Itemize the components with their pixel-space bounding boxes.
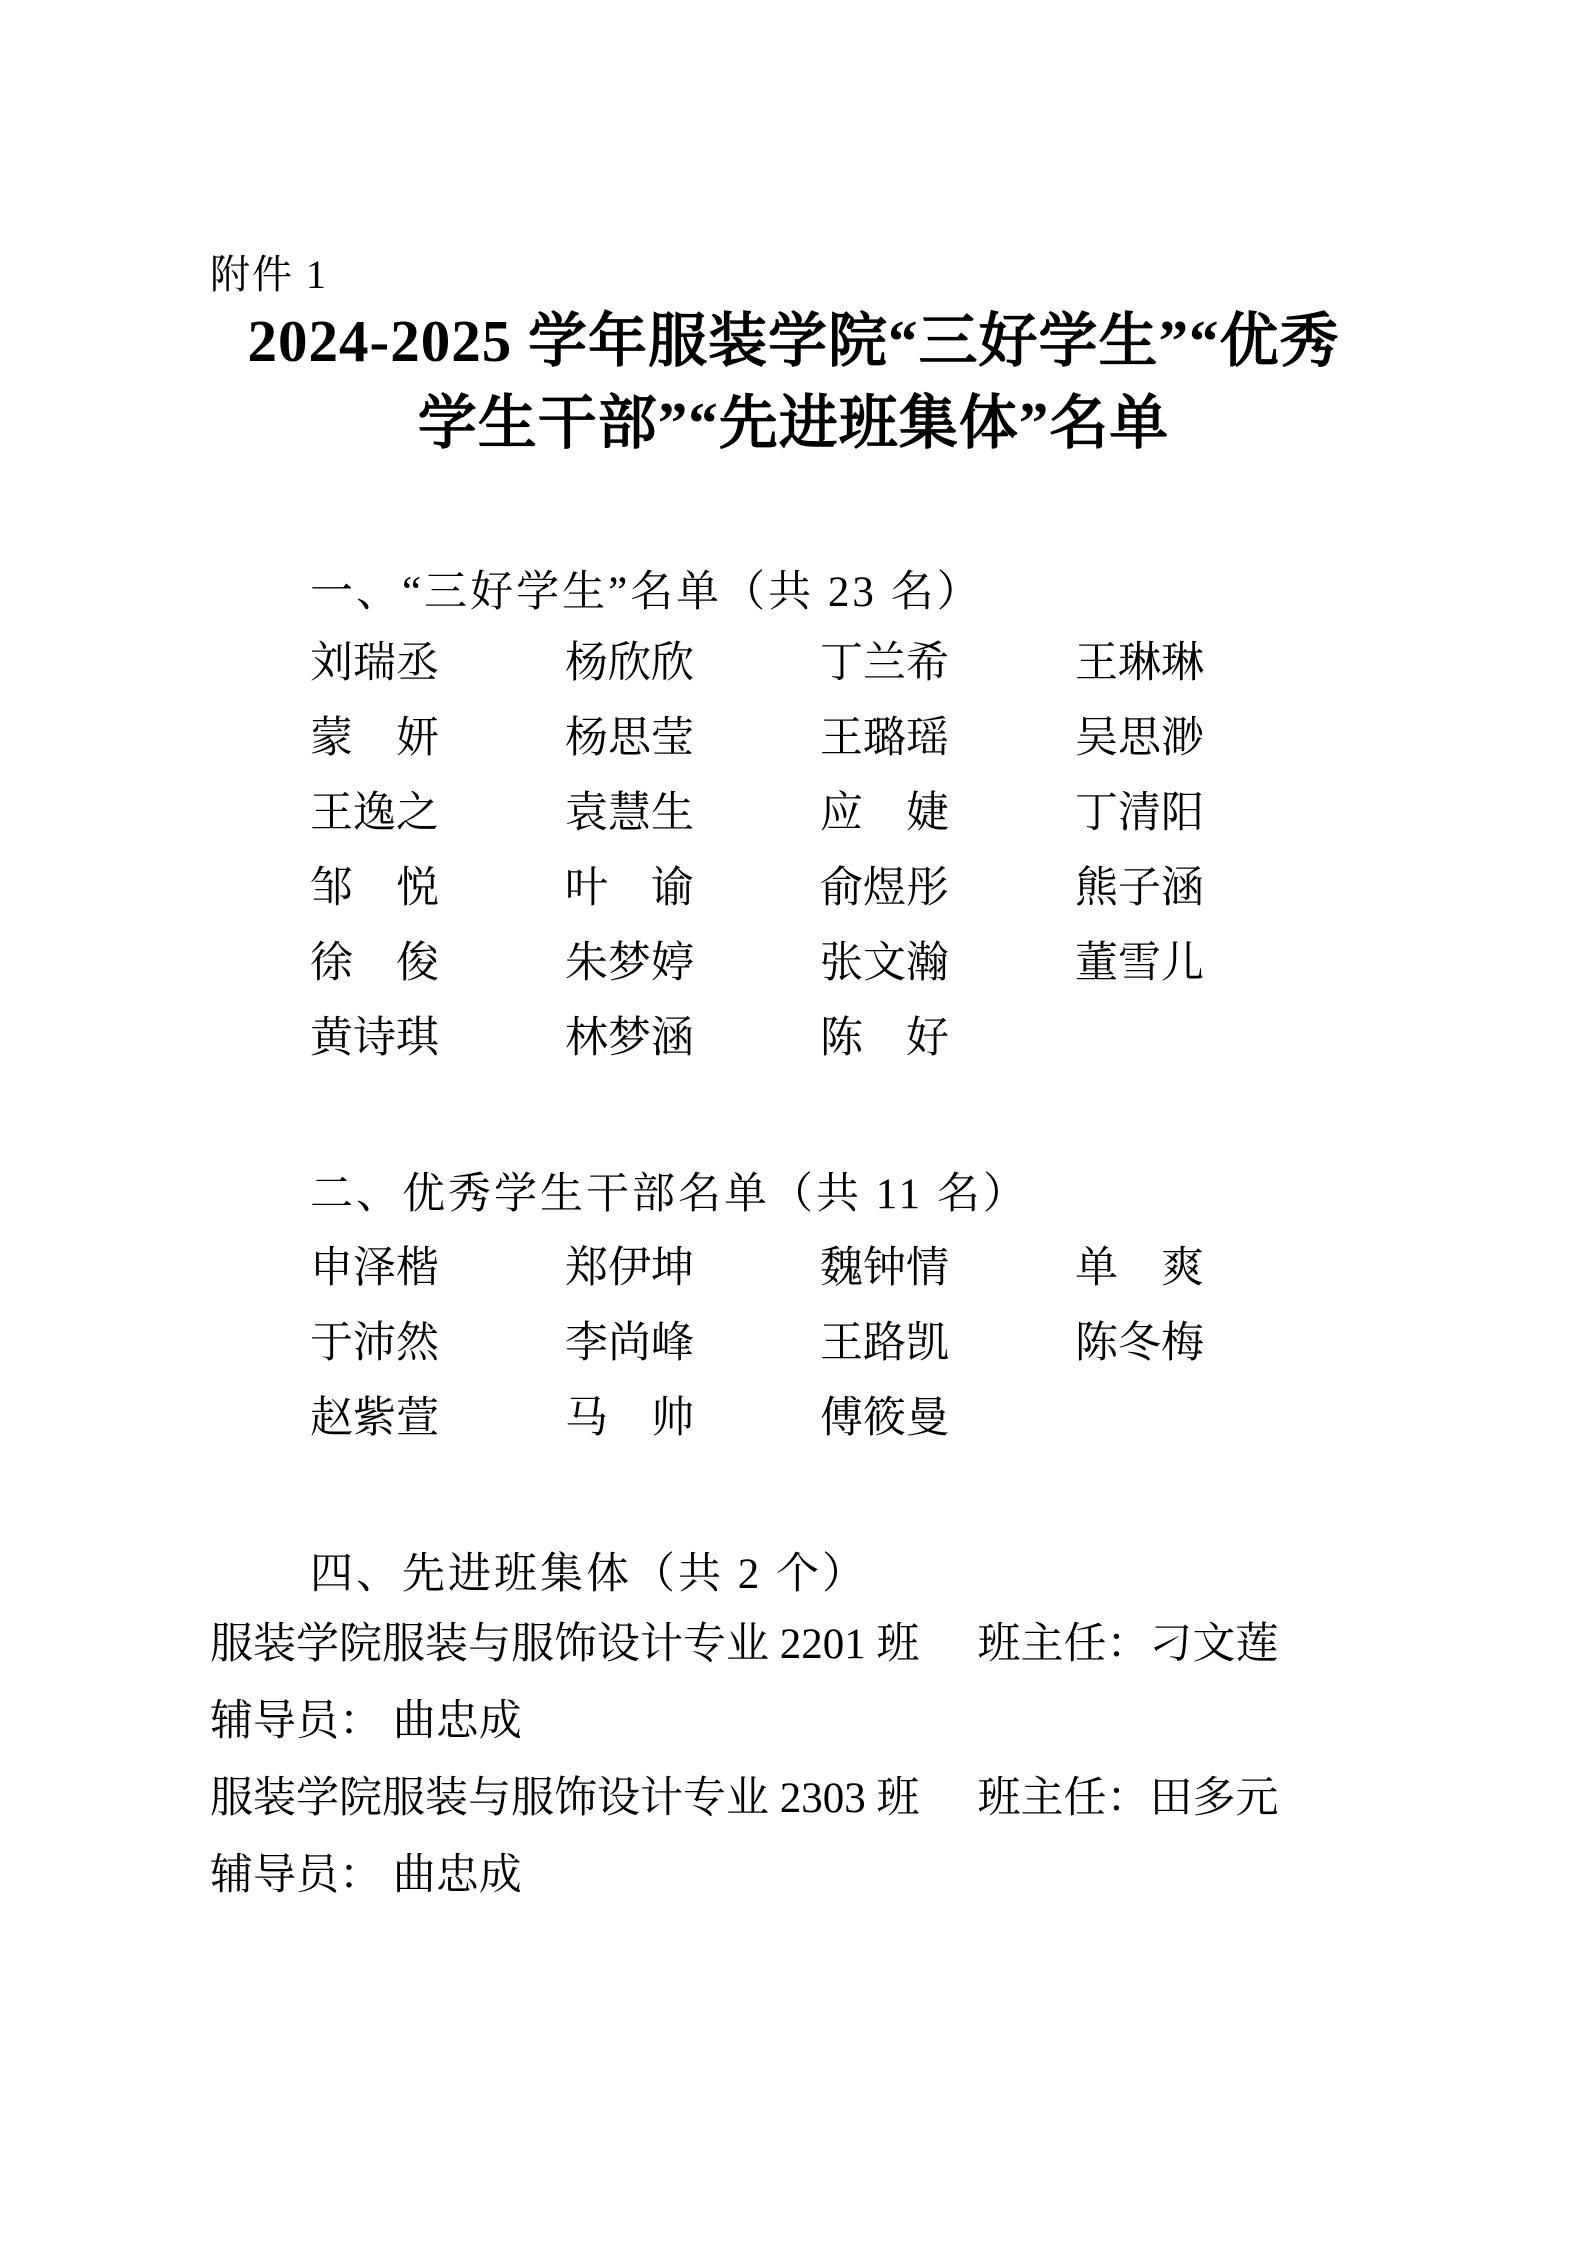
counselor-line: 辅导员： 曲忠成 xyxy=(210,1698,522,1745)
student-name: 董雪儿 xyxy=(1075,940,1204,987)
student-name: 叶 谕 xyxy=(565,865,694,912)
student-name: 申泽楷 xyxy=(310,1245,439,1292)
class-name: 服装学院服装与服饰设计专业 2201 班 xyxy=(210,1621,920,1668)
student-name: 应 婕 xyxy=(820,790,949,837)
name-row xyxy=(310,622,1330,697)
head-teacher: 班主任：刁文莲 xyxy=(977,1621,1279,1668)
student-name: 郑伊坤 xyxy=(565,1245,694,1292)
student-name: 邹 悦 xyxy=(310,865,439,912)
student-name: 袁慧生 xyxy=(565,790,694,837)
student-name: 陈冬梅 xyxy=(1075,1320,1204,1367)
class-name: 服装学院服装与服饰设计专业 2303 班 xyxy=(210,1775,920,1822)
three-good-students-name-list xyxy=(310,622,1330,1072)
student-name: 陈 好 xyxy=(820,1015,949,1062)
student-name: 丁兰希 xyxy=(820,640,949,687)
document-title-line1: 2024-2025 学年服装学院“三好学生”“优秀 xyxy=(247,308,1340,374)
name-row xyxy=(310,847,1330,922)
student-name: 于沛然 xyxy=(310,1320,439,1367)
student-name: 丁清阳 xyxy=(1075,790,1204,837)
student-name: 蒙 妍 xyxy=(310,715,439,762)
student-name: 李尚峰 xyxy=(565,1320,694,1367)
name-row xyxy=(310,997,1330,1072)
student-name: 王琳琳 xyxy=(1075,640,1204,687)
advanced-class-collectives-list xyxy=(210,1606,1279,1914)
student-name: 王璐瑶 xyxy=(820,715,949,762)
counselor-line: 辅导员： 曲忠成 xyxy=(210,1852,522,1899)
student-name: 杨欣欣 xyxy=(565,640,694,687)
name-row xyxy=(310,922,1330,997)
student-name: 吴思渺 xyxy=(1075,715,1204,762)
document-title-line2: 学生干部”“先进班集体”名单 xyxy=(417,390,1170,456)
section-heading-advanced-class-collectives: 四、先进班集体（共 2 个） xyxy=(310,1551,868,1598)
name-row xyxy=(310,1227,1330,1302)
student-name: 徐 俊 xyxy=(310,940,439,987)
attachment-label: 附件 1 xyxy=(210,252,328,297)
student-name: 刘瑞丞 xyxy=(310,640,439,687)
student-name: 魏钟情 xyxy=(820,1245,949,1292)
student-name: 黄诗琪 xyxy=(310,1015,439,1062)
student-name: 朱梦婷 xyxy=(565,940,694,987)
head-teacher: 班主任：田多元 xyxy=(977,1775,1279,1822)
student-name: 俞煜彤 xyxy=(820,865,949,912)
student-name: 马 帅 xyxy=(565,1395,694,1442)
student-name: 熊子涵 xyxy=(1075,865,1204,912)
name-row xyxy=(310,697,1330,772)
name-row xyxy=(310,772,1330,847)
student-name: 林梦涵 xyxy=(565,1015,694,1062)
name-row xyxy=(310,1377,1330,1452)
name-row xyxy=(310,1302,1330,1377)
student-name: 杨思莹 xyxy=(565,715,694,762)
student-name: 傅筱曼 xyxy=(820,1395,949,1442)
student-name: 王逸之 xyxy=(310,790,439,837)
section-heading-outstanding-student-cadres: 二、优秀学生干部名单（共 11 名） xyxy=(310,1171,1029,1218)
document-title xyxy=(100,300,1487,464)
student-name: 王路凯 xyxy=(820,1320,949,1367)
class-collective-line xyxy=(210,1606,1279,1683)
class-collective-line xyxy=(210,1760,1279,1837)
student-name: 单 爽 xyxy=(1075,1245,1204,1292)
student-name: 赵紫萱 xyxy=(310,1395,439,1442)
student-name: 张文瀚 xyxy=(820,940,949,987)
section-heading-three-good-students: 一、“三好学生”名单（共 23 名） xyxy=(310,569,983,616)
outstanding-student-cadres-name-list xyxy=(310,1227,1330,1452)
